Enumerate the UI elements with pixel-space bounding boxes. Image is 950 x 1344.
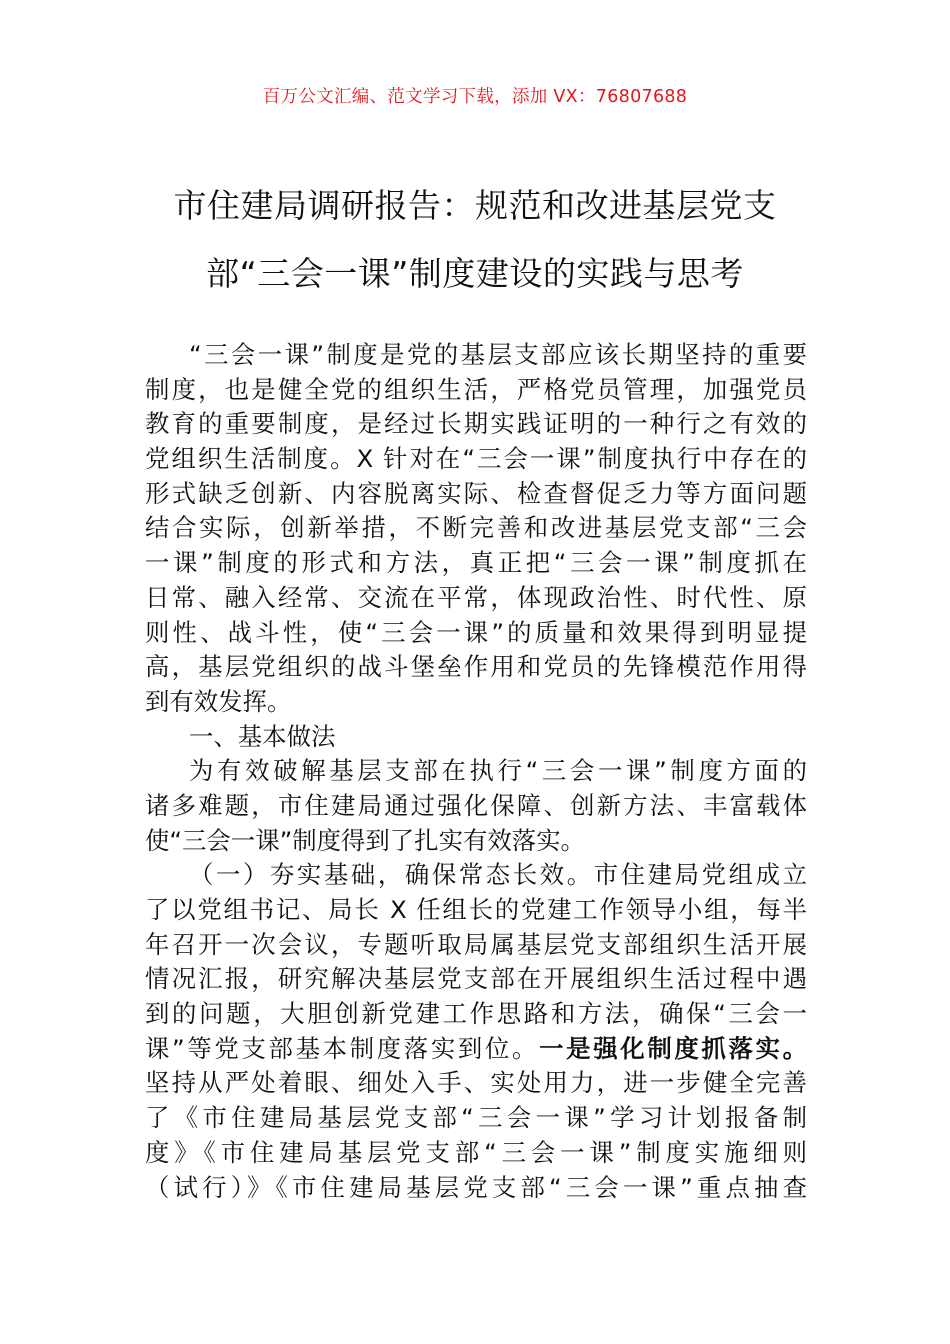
text-line: 高，基层党组织的战斗堡垒作用和党员的先锋模范作用得 (145, 652, 807, 682)
title-line-2: 部“三会一课”制度建设的实践与思考 (206, 254, 744, 293)
title-line-1: 市住建局调研报告：规范和改进基层党支 (173, 186, 777, 225)
text-line: 制度，也是健全党的组织生活，严格党员管理，加强党员 (145, 374, 807, 404)
text-line: 使“三会一课”制度得到了扎实有效落实。 (145, 825, 585, 855)
text-line: 形式缺乏创新、内容脱离实际、检查督促乏力等方面问题 (145, 478, 807, 508)
text-line: 党组织生活制度。X 针对在“三会一课”制度执行中存在的 (145, 444, 807, 474)
text-line: “三会一课”制度是党的基层支部应该长期坚持的重要 (189, 340, 807, 369)
text-line: 到有效发挥。 (145, 686, 292, 716)
bold-highlight: 一是强化制度抓落实。 (539, 1033, 807, 1063)
text-line: 了以党组书记、局长 X 任组长的党建工作领导小组，每半 (145, 895, 807, 924)
document-body (145, 338, 807, 1205)
text-line: 日常、融入经常、交流在平常，体现政治性、时代性、原 (145, 582, 807, 612)
text-line: 到的问题，大胆创新党建工作思路和方法，确保“三会一 (145, 999, 807, 1029)
section-heading: 一、基本做法 (189, 721, 336, 751)
header-note: 百万公文汇编、范文学习下载，添加 VX：76807688 (262, 87, 688, 107)
text-line: （试行）》《市住建局基层党支部“三会一课”重点抽查 (145, 1172, 807, 1202)
text-line: 年召开一次会议，专题听取局属基层党支部组织生活开展 (145, 929, 807, 959)
text-line: 度》《市住建局基层党支部“三会一课”制度实施细则 (145, 1137, 807, 1167)
document-title (100, 172, 850, 308)
text-line: 则性、战斗性，使“三会一课”的质量和效果得到明显提 (145, 617, 807, 647)
text-line: 坚持从严处着眼、细处入手、实处用力，进一步健全完善 (145, 1068, 807, 1098)
paragraph-overview (145, 754, 807, 858)
text-line: 情况汇报，研究解决基层党支部在开展组织生活过程中遇 (145, 964, 807, 994)
text-line: 为有效破解基层支部在执行“三会一课”制度方面的 (189, 756, 807, 786)
text-normal: 课”等党支部基本制度落实到位。 (145, 1033, 540, 1063)
paragraph-subsection-1 (145, 858, 807, 1205)
text-line (145, 1032, 807, 1067)
text-line: 结合实际，创新举措，不断完善和改进基层党支部“三会 (145, 513, 807, 543)
paragraph-intro (145, 338, 807, 720)
text-line: 了《市住建局基层党支部“三会一课”学习计划报备制 (145, 1103, 807, 1133)
text-line: 诸多难题，市住建局通过强化保障、创新方法、丰富载体 (145, 790, 807, 820)
text-line: （一）夯实基础，确保常态长效。市住建局党组成立 (189, 860, 807, 890)
text-line: 教育的重要制度，是经过长期实践证明的一种行之有效的 (145, 409, 807, 439)
text-line: 一课”制度的形式和方法，真正把“三会一课”制度抓在 (145, 548, 807, 578)
